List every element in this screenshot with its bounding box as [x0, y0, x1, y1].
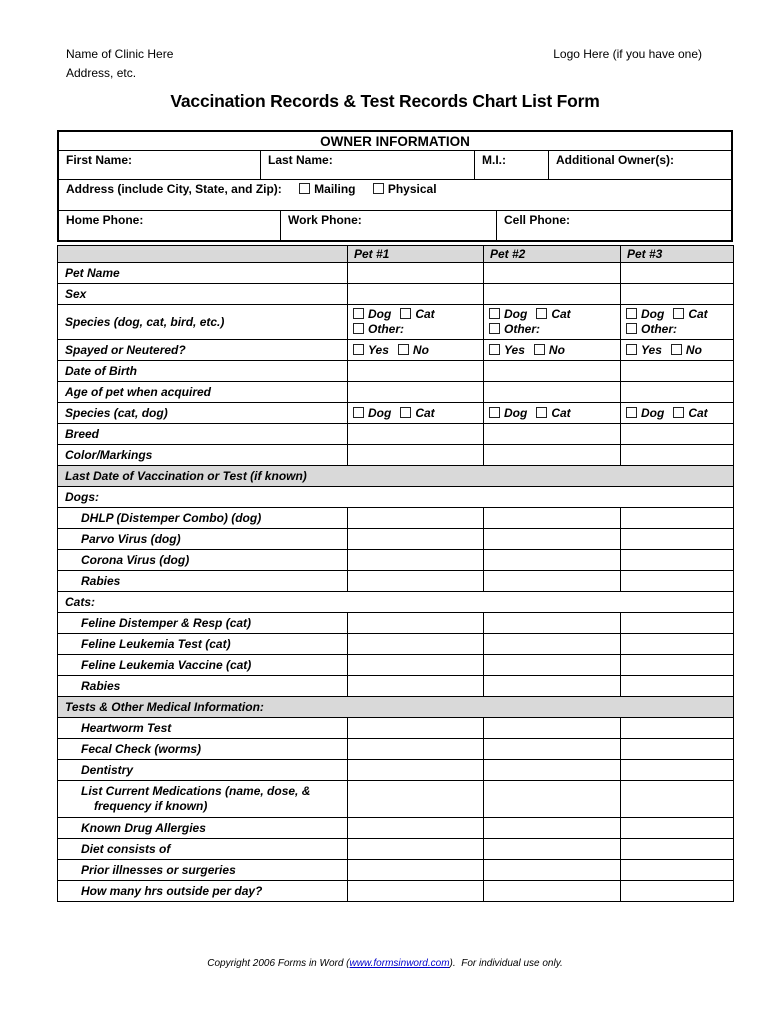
pet-row-label: Species (cat, dog)	[65, 406, 168, 420]
pet-row-label-cell	[58, 676, 348, 697]
option-yes[interactable]	[626, 343, 662, 357]
owner-section-title: OWNER INFORMATION	[320, 133, 470, 149]
section-row-label-cell	[58, 592, 734, 613]
pet2-entry-cell[interactable]	[484, 571, 621, 592]
copyright-prefix: Copyright 2006 Forms in Word (	[207, 958, 350, 969]
pet1-entry-cell[interactable]	[348, 839, 484, 860]
clinic-address-placeholder: Address, etc.	[66, 65, 137, 80]
logo-placeholder: Logo Here (if you have one)	[553, 47, 702, 61]
pet1-entry-cell[interactable]	[348, 284, 484, 305]
pet3-entry-cell[interactable]	[621, 839, 734, 860]
pet-row-label: Color/Markings	[65, 448, 153, 462]
clinic-name-placeholder: Name of Clinic Here	[66, 47, 174, 61]
pet-row-label-cell	[58, 361, 348, 382]
checkbox-line	[353, 343, 478, 358]
checkbox-label-dog: Dog	[368, 405, 392, 420]
last-name-field[interactable]	[260, 151, 474, 179]
pet2-column-header: Pet #2	[484, 246, 621, 263]
pet-table-row	[58, 571, 734, 592]
page-header	[66, 45, 702, 82]
pet3-entry-cell[interactable]	[621, 382, 734, 403]
pet-table-row	[58, 284, 734, 305]
pet-row-label-cell	[58, 382, 348, 403]
pet3-entry-cell[interactable]	[621, 818, 734, 839]
pet-table-row	[58, 445, 734, 466]
pet-row-label: How many hrs outside per day?	[81, 884, 263, 898]
clinic-placeholder	[66, 45, 173, 82]
option-cat[interactable]	[536, 307, 570, 321]
pet-row-label: Diet consists of	[81, 842, 171, 856]
pet-row-label-cell	[58, 739, 348, 760]
pet3-entry-cell[interactable]	[621, 634, 734, 655]
pet-table-row	[58, 361, 734, 382]
pet2-entry-cell[interactable]	[484, 445, 621, 466]
checkbox-no[interactable]	[534, 344, 545, 355]
pet1-entry-cell[interactable]	[348, 718, 484, 739]
pet-row-label: Breed	[65, 427, 100, 441]
pet-table-row	[58, 508, 734, 529]
pet2-entry-cell[interactable]	[484, 781, 621, 818]
pet-row-label-cell	[58, 263, 348, 284]
checkbox-label-cat: Cat	[551, 405, 571, 420]
pet-table-row	[58, 340, 734, 361]
pet2-entry-cell[interactable]	[484, 860, 621, 881]
checkbox-line	[353, 406, 478, 421]
pet2-entry-cell[interactable]	[484, 263, 621, 284]
pet3-entry-cell[interactable]	[621, 571, 734, 592]
pet-row-label-cell	[58, 718, 348, 739]
pet1-entry-cell[interactable]	[348, 634, 484, 655]
pet2-entry-cell[interactable]	[484, 529, 621, 550]
pet1-entry-cell[interactable]	[348, 860, 484, 881]
pet1-entry-cell[interactable]	[348, 655, 484, 676]
option-cat[interactable]	[400, 307, 434, 321]
pet-table-row	[58, 424, 734, 445]
option-no[interactable]	[534, 343, 565, 357]
first-name-field[interactable]	[59, 151, 260, 179]
pet-table-row	[58, 818, 734, 839]
pet1-entry-cell[interactable]	[348, 676, 484, 697]
mailing-option[interactable]	[299, 182, 355, 196]
pet-row-label: Age of pet when acquired	[65, 385, 212, 399]
checkbox-label-cat: Cat	[688, 405, 708, 420]
checkbox-dog[interactable]	[489, 308, 500, 319]
checkbox-no[interactable]	[671, 344, 682, 355]
owner-phone-row	[59, 210, 731, 240]
pet-row-label-cell	[58, 529, 348, 550]
pet3-entry-cell[interactable]	[621, 760, 734, 781]
checkbox-label-yes: Yes	[641, 342, 662, 357]
pet-row-label-cell	[58, 403, 348, 424]
checkbox-label-dog: Dog	[504, 405, 528, 420]
work-phone-field[interactable]	[280, 211, 496, 240]
option-cat[interactable]	[673, 307, 707, 321]
option-cat[interactable]	[536, 406, 570, 420]
pet2-entry-cell[interactable]	[484, 739, 621, 760]
pet-table-row	[58, 697, 734, 718]
checkbox-no[interactable]	[398, 344, 409, 355]
owner-section-header	[59, 132, 731, 150]
section-row-label: Dogs:	[65, 490, 99, 504]
checkbox-dog[interactable]	[489, 407, 500, 418]
checkbox-dog[interactable]	[353, 308, 364, 319]
pet1-entry-cell[interactable]	[348, 550, 484, 571]
checkbox-line	[626, 406, 728, 421]
pet-row-label: Feline Leukemia Test (cat)	[81, 637, 231, 651]
option-dog[interactable]	[626, 406, 664, 420]
address-field[interactable]	[59, 180, 731, 210]
pet1-entry-cell[interactable]	[348, 445, 484, 466]
option-dog[interactable]	[489, 406, 527, 420]
pet-table-row	[58, 487, 734, 508]
pet-table-row	[58, 592, 734, 613]
first-name-label: First Name:	[66, 153, 133, 167]
option-no[interactable]	[398, 343, 429, 357]
checkbox-other[interactable]	[353, 323, 364, 334]
pet3-entry-cell[interactable]	[621, 739, 734, 760]
section-row-label: Cats:	[65, 595, 96, 609]
pet-row-label-cell	[58, 839, 348, 860]
middle-initial-label: M.I.:	[482, 153, 506, 167]
work-phone-label: Work Phone:	[288, 213, 362, 227]
pet1-entry-cell[interactable]	[348, 382, 484, 403]
home-phone-field[interactable]	[59, 211, 280, 240]
pet2-entry-cell[interactable]	[484, 508, 621, 529]
pet1-entry-cell[interactable]	[348, 424, 484, 445]
checkbox-label-no: No	[548, 342, 565, 357]
option-dog[interactable]	[626, 307, 664, 321]
physical-option[interactable]	[373, 182, 437, 196]
pet-table-row	[58, 676, 734, 697]
option-other[interactable]	[626, 322, 677, 336]
pet-row-label-cell	[58, 550, 348, 571]
address-label: Address (include City, State, and Zip):	[66, 182, 282, 196]
pet-table-row	[58, 839, 734, 860]
checkbox-label-other: Other:	[504, 322, 540, 336]
checkbox-line	[626, 343, 728, 358]
pet1-entry-cell[interactable]	[348, 361, 484, 382]
checkbox-label-no: No	[685, 342, 702, 357]
option-yes[interactable]	[489, 343, 525, 357]
checkbox-other[interactable]	[489, 323, 500, 334]
section-row-label-cell	[58, 487, 734, 508]
checkbox-label-dog: Dog	[504, 307, 528, 321]
owner-name-row	[59, 150, 731, 179]
cell-phone-label: Cell Phone:	[504, 213, 571, 227]
pet3-entry-cell[interactable]	[621, 305, 734, 340]
pet3-entry-cell[interactable]	[621, 361, 734, 382]
pet3-entry-cell[interactable]	[621, 655, 734, 676]
pet2-entry-cell[interactable]	[484, 305, 621, 340]
pet3-entry-cell[interactable]	[621, 781, 734, 818]
pet-row-label-cell	[58, 818, 348, 839]
mailing-label: Mailing	[314, 182, 356, 196]
option-no[interactable]	[671, 343, 702, 357]
pet2-entry-cell[interactable]	[484, 818, 621, 839]
pet-row-label-cell	[58, 881, 348, 902]
pet-row-label-cell	[58, 634, 348, 655]
pet-row-label-cell	[58, 613, 348, 634]
section-row-label: Tests & Other Medical Information:	[65, 700, 264, 714]
pet1-entry-cell[interactable]	[348, 403, 484, 424]
pet-table-row	[58, 718, 734, 739]
pet-row-label: Heartworm Test	[81, 721, 172, 735]
pet2-entry-cell[interactable]	[484, 881, 621, 902]
section-row-label-cell	[58, 466, 734, 487]
checkbox-cat[interactable]	[536, 407, 547, 418]
checkbox-label-dog: Dog	[641, 405, 665, 420]
pet-table-row	[58, 655, 734, 676]
pet-table-row	[58, 263, 734, 284]
checkbox-line	[353, 307, 478, 322]
pet1-entry-cell[interactable]	[348, 529, 484, 550]
pet2-entry-cell[interactable]	[484, 718, 621, 739]
pet1-entry-cell[interactable]	[348, 818, 484, 839]
pet-row-label-cell	[58, 655, 348, 676]
checkbox-label-other: Other:	[368, 322, 404, 336]
pet-table-row	[58, 550, 734, 571]
pet-table-row	[58, 860, 734, 881]
checkbox-label-cat: Cat	[415, 405, 435, 420]
pet2-entry-cell[interactable]	[484, 839, 621, 860]
checkbox-other[interactable]	[626, 323, 637, 334]
section-row-label-cell	[58, 697, 734, 718]
pet2-entry-cell[interactable]	[484, 760, 621, 781]
pet-row-label: Fecal Check (worms)	[81, 742, 202, 756]
owner-info-table	[57, 130, 733, 242]
pet3-entry-cell[interactable]	[621, 508, 734, 529]
middle-initial-field[interactable]	[474, 151, 548, 179]
additional-owners-label: Additional Owner(s):	[556, 153, 674, 167]
pet-row-label: Pet Name	[65, 266, 120, 280]
physical-checkbox[interactable]	[373, 183, 384, 194]
pet-table-body	[58, 263, 734, 902]
pet2-entry-cell[interactable]	[484, 403, 621, 424]
pet-row-label: Prior illnesses or surgeries	[81, 863, 236, 877]
pet-row-label: Date of Birth	[65, 364, 137, 378]
checkbox-dog[interactable]	[626, 308, 637, 319]
pet-row-label-cell	[58, 571, 348, 592]
pet3-entry-cell[interactable]	[621, 613, 734, 634]
checkbox-label-cat: Cat	[415, 307, 435, 321]
checkbox-line	[489, 406, 615, 421]
pet-table-row	[58, 634, 734, 655]
pet-row-label-cell	[58, 284, 348, 305]
checkbox-line	[626, 307, 728, 322]
pet1-entry-cell[interactable]	[348, 263, 484, 284]
pet1-entry-cell[interactable]	[348, 781, 484, 818]
pet2-entry-cell[interactable]	[484, 655, 621, 676]
checkbox-cat[interactable]	[673, 407, 684, 418]
pet-row-label: Rabies	[81, 574, 121, 588]
pet-row-label: List Current Medications (name, dose, & frequency if known)	[81, 784, 311, 813]
pet3-entry-cell[interactable]	[621, 424, 734, 445]
checkbox-yes[interactable]	[353, 344, 364, 355]
checkbox-line	[489, 322, 615, 337]
pet-row-label-cell	[58, 305, 348, 340]
pet1-entry-cell[interactable]	[348, 508, 484, 529]
pet-row-label-cell	[58, 424, 348, 445]
pet-row-label: Parvo Virus (dog)	[81, 532, 181, 546]
home-phone-label: Home Phone:	[66, 213, 144, 227]
pet2-entry-cell[interactable]	[484, 424, 621, 445]
pet-table-row	[58, 760, 734, 781]
pet-table-row	[58, 781, 734, 818]
pet1-entry-cell[interactable]	[348, 340, 484, 361]
pet-table-row	[58, 466, 734, 487]
pet1-entry-cell[interactable]	[348, 305, 484, 340]
pet3-entry-cell[interactable]	[621, 676, 734, 697]
copyright-suffix: ). For individual use only.	[449, 958, 563, 969]
pet-row-label-cell	[58, 760, 348, 781]
pet-row-label-cell	[58, 508, 348, 529]
pet2-entry-cell[interactable]	[484, 550, 621, 571]
pet2-entry-cell[interactable]	[484, 613, 621, 634]
copyright-footer	[0, 958, 770, 969]
section-row-label: Last Date of Vaccination or Test (if known)	[65, 469, 307, 483]
pet-table-row	[58, 305, 734, 340]
mailing-checkbox[interactable]	[299, 183, 310, 194]
additional-owners-field[interactable]	[548, 151, 731, 179]
pet-table-row	[58, 529, 734, 550]
pet-table-row	[58, 382, 734, 403]
pet3-entry-cell[interactable]	[621, 718, 734, 739]
pet1-entry-cell[interactable]	[348, 760, 484, 781]
pet1-entry-cell[interactable]	[348, 613, 484, 634]
pet-row-label: Spayed or Neutered?	[65, 343, 186, 357]
pet3-entry-cell[interactable]	[621, 340, 734, 361]
option-other[interactable]	[353, 322, 404, 336]
last-name-label: Last Name:	[268, 153, 333, 167]
pet-table-row	[58, 739, 734, 760]
option-cat[interactable]	[673, 406, 707, 420]
pet-row-label: DHLP (Distemper Combo) (dog)	[81, 511, 262, 525]
pet1-entry-cell[interactable]	[348, 571, 484, 592]
pet1-entry-cell[interactable]	[348, 881, 484, 902]
checkbox-label-no: No	[412, 342, 429, 357]
pet1-entry-cell[interactable]	[348, 739, 484, 760]
cell-phone-field[interactable]	[496, 211, 731, 240]
checkbox-dog[interactable]	[353, 407, 364, 418]
pet2-entry-cell[interactable]	[484, 676, 621, 697]
checkbox-dog[interactable]	[626, 407, 637, 418]
option-yes[interactable]	[353, 343, 389, 357]
pet3-entry-cell[interactable]	[621, 403, 734, 424]
pet-row-label-cell	[58, 445, 348, 466]
pet-row-label-cell	[58, 860, 348, 881]
option-other[interactable]	[489, 322, 540, 336]
pet2-entry-cell[interactable]	[484, 634, 621, 655]
checkbox-label-cat: Cat	[551, 307, 571, 321]
pet-row-label: Feline Distemper & Resp (cat)	[81, 616, 252, 630]
checkbox-cat[interactable]	[673, 308, 684, 319]
pet-row-label: Dentistry	[81, 763, 134, 777]
pet-row-label: Feline Leukemia Vaccine (cat)	[81, 658, 252, 672]
checkbox-cat[interactable]	[400, 407, 411, 418]
pet-row-label: Sex	[65, 287, 87, 301]
pet2-entry-cell[interactable]	[484, 382, 621, 403]
pet-row-label: Rabies	[81, 679, 121, 693]
pet1-column-header: Pet #1	[348, 246, 484, 263]
pet-table-row	[58, 613, 734, 634]
pet2-entry-cell[interactable]	[484, 340, 621, 361]
pet-row-label-cell	[58, 340, 348, 361]
pet3-entry-cell[interactable]	[621, 529, 734, 550]
checkbox-line	[353, 322, 478, 337]
checkbox-yes[interactable]	[626, 344, 637, 355]
checkbox-line	[489, 307, 615, 322]
checkbox-label-other: Other:	[641, 322, 677, 336]
pet-chart-table	[57, 245, 734, 902]
checkbox-label-yes: Yes	[504, 342, 525, 357]
pet3-entry-cell[interactable]	[621, 284, 734, 305]
pet3-entry-cell[interactable]	[621, 445, 734, 466]
pet3-entry-cell[interactable]	[621, 881, 734, 902]
option-cat[interactable]	[400, 406, 434, 420]
checkbox-line	[489, 343, 615, 358]
pet-table-row	[58, 403, 734, 424]
pet-row-label: Corona Virus (dog)	[81, 553, 190, 567]
pet2-entry-cell[interactable]	[484, 361, 621, 382]
pet-table-row	[58, 881, 734, 902]
owner-address-row	[59, 179, 731, 210]
pet2-entry-cell[interactable]	[484, 284, 621, 305]
physical-label: Physical	[387, 182, 437, 196]
form-title: Vaccination Records & Test Records Chart List Form	[170, 91, 600, 111]
checkbox-cat[interactable]	[536, 308, 547, 319]
checkbox-label-cat: Cat	[688, 307, 708, 321]
pet-columns-row	[58, 246, 734, 263]
checkbox-cat[interactable]	[400, 308, 411, 319]
pet3-entry-cell[interactable]	[621, 550, 734, 571]
option-dog[interactable]	[489, 307, 527, 321]
pet-row-label-cell	[58, 781, 348, 818]
pet3-column-header: Pet #3	[621, 246, 734, 263]
checkbox-label-dog: Dog	[641, 307, 665, 321]
checkbox-label-yes: Yes	[368, 342, 389, 357]
pet3-entry-cell[interactable]	[621, 263, 734, 284]
pet-row-label: Species (dog, cat, bird, etc.)	[65, 315, 225, 329]
formsinword-link[interactable]: www.formsinword.com	[349, 958, 450, 969]
checkbox-line	[626, 322, 728, 337]
pet-row-label: Known Drug Allergies	[81, 821, 206, 835]
pet3-entry-cell[interactable]	[621, 860, 734, 881]
option-dog[interactable]	[353, 406, 391, 420]
pet-columns-empty-cell	[58, 246, 348, 263]
checkbox-yes[interactable]	[489, 344, 500, 355]
option-dog[interactable]	[353, 307, 391, 321]
checkbox-label-dog: Dog	[368, 307, 392, 321]
